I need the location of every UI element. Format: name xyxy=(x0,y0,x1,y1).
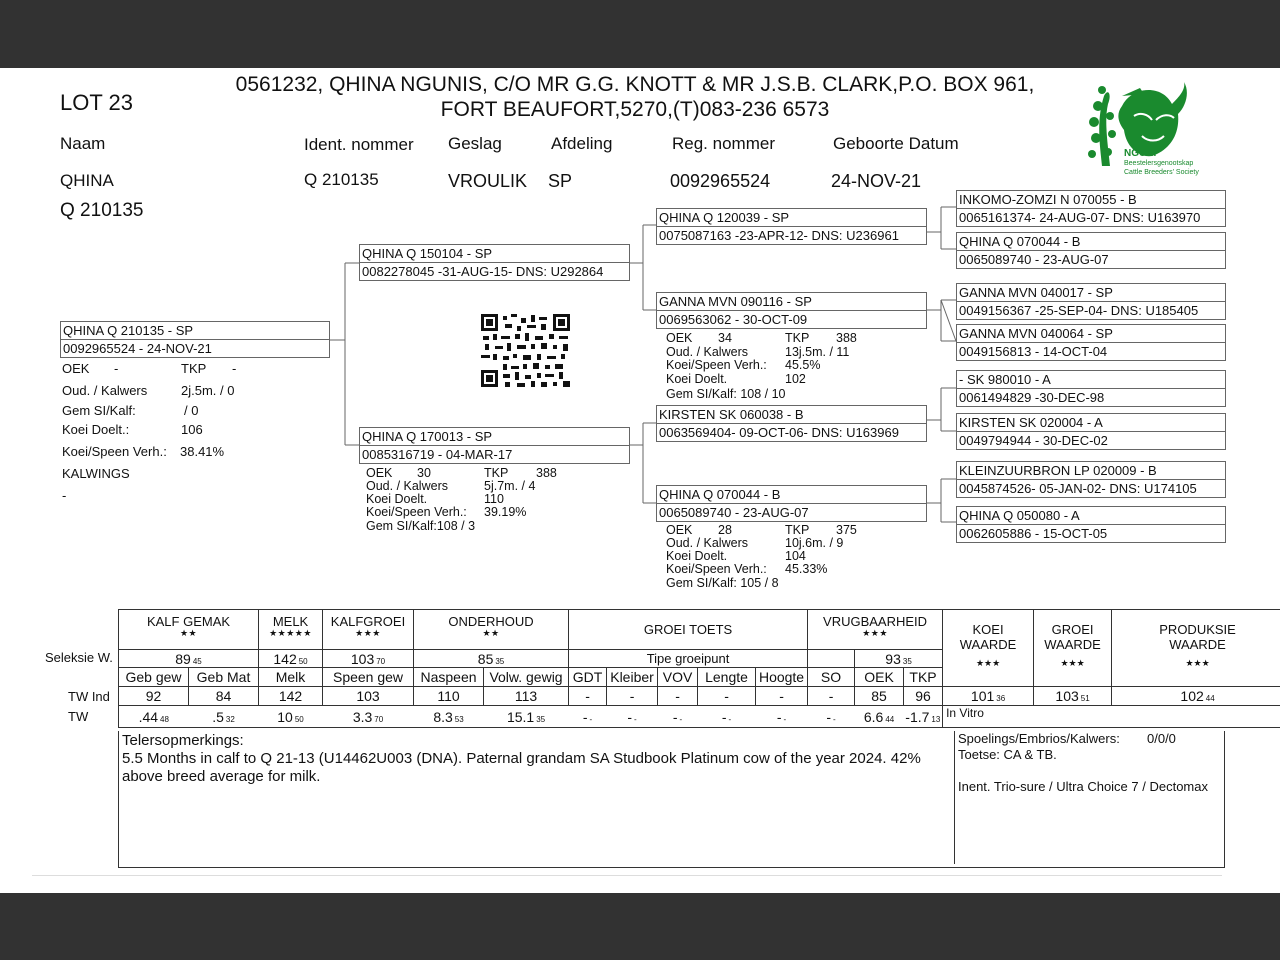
groei-waarde-tw-ind: 103 51 xyxy=(1034,687,1112,706)
sdd-line-1: GANNA MVN 040064 - SP xyxy=(957,325,1225,343)
dam-koei-label: Koei Doelt. xyxy=(366,492,428,506)
trait-header: OEK xyxy=(855,668,904,687)
tw-cell: - - xyxy=(658,706,698,728)
subject-box xyxy=(60,321,330,358)
koei-waarde-tw-ind: 101 36 xyxy=(943,687,1034,706)
produksie-waarde-stars: ★★★ xyxy=(1185,658,1210,668)
toetse: Toetse: CA & TB. xyxy=(958,747,1057,762)
dd-line-2: 0065089740 - 23-AUG-07 xyxy=(659,505,809,520)
spoelings-value: 0/0/0 xyxy=(1147,731,1176,746)
breeder-line-1: 0561232, QHINA NGUNIS, C/O MR G.G. KNOTT & MR J.S.B. CLARK,P.O. BOX 961, xyxy=(235,73,1035,96)
tw-cell: - - xyxy=(756,706,808,728)
trait-header: Melk xyxy=(259,668,323,687)
tw-cell: .44 48 xyxy=(119,706,189,728)
tw-ind-cell: - xyxy=(756,687,808,706)
subject-kalwings: - xyxy=(62,488,67,503)
subject-stats xyxy=(62,362,322,502)
trait-header: Speen gew xyxy=(323,668,414,687)
koei-waarde-stars: ★★★ xyxy=(975,658,1001,668)
dd-tkp: 375 xyxy=(836,523,857,537)
vrugbaarheid-label: VRUGBAARHEID xyxy=(823,614,928,629)
kalfgroei-label: KALFGROEI xyxy=(330,614,406,629)
naam-value: QHINA xyxy=(60,171,114,190)
dam-oek: 30 xyxy=(417,466,431,480)
dds-line-2: 0045874526- 05-JAN-02- DNS: U174105 xyxy=(959,481,1197,496)
dsd-line-1: KIRSTEN SK 020004 - A xyxy=(957,414,1225,432)
trait-header: Volw. gewig xyxy=(484,668,569,687)
groei-waarde-label-2: WAARDE xyxy=(1044,637,1101,652)
dam-gem: Gem SI/Kalf:108 / 3 xyxy=(366,519,476,533)
ddd-line-2: 0062605886 - 15-OCT-05 xyxy=(959,526,1108,541)
groei-waarde-label-1: GROEI xyxy=(1051,622,1094,637)
sd-koei: 102 xyxy=(785,372,806,386)
sdd-line-2: 0049156813 - 14-OCT-04 xyxy=(959,344,1108,359)
dam-oek-label: OEK xyxy=(366,466,393,480)
sd-speen: 45.5% xyxy=(785,358,821,372)
remarks-line-2: above breed average for milk. xyxy=(122,768,321,785)
sire-line-2: 0082278045 -31-AUG-15- DNS: U292864 xyxy=(362,264,604,279)
dd-line-1: QHINA Q 070044 - B xyxy=(657,486,926,504)
trait-header: GDT xyxy=(569,668,607,687)
tw-ind-cell: 85 xyxy=(855,687,904,706)
kalf-gemak-stars: ★★ xyxy=(179,628,198,638)
ddd-line-1: QHINA Q 050080 - A xyxy=(957,507,1225,525)
dam-line-2: 0085316719 - 04-MAR-17 xyxy=(362,447,513,462)
tw-ind-cell: 103 xyxy=(323,687,414,706)
row-label-seleksie: Seleksie W. xyxy=(45,650,113,665)
tw-ind-cell: - xyxy=(808,687,855,706)
subject-speen-label: Koei/Speen Verh.: xyxy=(62,444,167,459)
subject-tkp-label: TKP xyxy=(181,361,207,376)
spoelings-label: Spoelings/Embrios/Kalwers: xyxy=(958,731,1120,746)
logo-line-1: Beestelersgenootskap xyxy=(1124,160,1194,167)
tw-ind-cell: - xyxy=(658,687,698,706)
dd-oud: 10j.6m. / 9 xyxy=(785,536,844,550)
dd-speen: 45.33% xyxy=(785,562,828,576)
ssd-line-1: QHINA Q 070044 - B xyxy=(957,233,1225,251)
subject-oek-label: OEK xyxy=(62,361,90,376)
sd-stats xyxy=(666,332,926,402)
kalfgroei-header xyxy=(323,610,414,650)
dd-koei: 104 xyxy=(785,549,806,563)
dd-gem: Gem SI/Kalf: 105 / 8 xyxy=(666,576,779,590)
dss-line-2: 0061494829 -30-DEC-98 xyxy=(959,390,1105,405)
dd-oud-label: Oud. / Kalwers xyxy=(666,536,748,550)
tw-cell: 15.1 35 xyxy=(484,706,569,728)
naam-label: Naam xyxy=(60,134,106,153)
remarks-line-1: 5.5 Months in calf to Q 21-13 (U14462U003 (DNA). Paternal grandam SA Studbook Platinum cow of the year 2024. 42% xyxy=(122,750,921,767)
ds-line-1: KIRSTEN SK 060038 - B xyxy=(657,406,926,424)
subject-gem-label: Gem SI/Kalf: xyxy=(62,403,136,418)
tw-row xyxy=(119,706,1280,728)
ident-label: Ident. nommer xyxy=(304,135,414,154)
geboorte-value: 24-NOV-21 xyxy=(831,171,922,191)
reg-value: 0092965524 xyxy=(670,171,771,191)
tw-ind-cell: 142 xyxy=(259,687,323,706)
dam-speen: 39.19% xyxy=(484,505,527,519)
subject-gem: / 0 xyxy=(184,403,199,418)
vrugbaarheid-stars: ★★★ xyxy=(862,628,888,638)
onderhoud-header xyxy=(414,610,569,650)
tw-cell: .5 32 xyxy=(189,706,259,728)
ident-value: Q 210135 xyxy=(304,170,379,189)
dd-koei-label: Koei Doelt. xyxy=(666,549,728,563)
lot-number: LOT 23 xyxy=(60,90,133,115)
afdeling-label: Afdeling xyxy=(551,134,613,153)
trait-header: VOV xyxy=(658,668,698,687)
groei-waarde-stars: ★★★ xyxy=(1060,658,1085,668)
subject-koei: 106 xyxy=(181,422,203,437)
sire-box xyxy=(359,244,630,281)
produksie-waarde-header xyxy=(1112,610,1280,687)
tw-ind-row xyxy=(119,687,1280,706)
sire-line-1: QHINA Q 150104 - SP xyxy=(360,245,629,263)
tw-cell: 10 50 xyxy=(259,706,323,728)
geboorte-label: Geboorte Datum xyxy=(833,134,959,153)
vrugbaarheid-blank xyxy=(808,650,855,668)
sd-speen-label: Koei/Speen Verh.: xyxy=(666,358,767,372)
ssd-box xyxy=(956,232,1226,269)
tw-cell: -1.7 13 xyxy=(904,706,943,728)
sds-box xyxy=(956,283,1226,320)
subject-tkp: - xyxy=(232,361,237,376)
sds-line-1: GANNA MVN 040017 - SP xyxy=(957,284,1225,302)
row-label-tw: TW xyxy=(68,709,89,724)
logo-name: NGUNI xyxy=(1124,148,1157,159)
trait-header: Kleiber xyxy=(607,668,658,687)
groei-waarde-header xyxy=(1034,610,1112,687)
tipe-groeipunt: Tipe groeipunt xyxy=(569,650,808,668)
subject-line-2: 0092965524 - 24-NOV-21 xyxy=(63,341,212,356)
sd-oek-label: OEK xyxy=(666,331,693,345)
ssd-line-2: 0065089740 - 23-AUG-07 xyxy=(959,252,1109,267)
sss-line-2: 0065161374- 24-AUG-07- DNS: U163970 xyxy=(959,210,1201,225)
dam-stats xyxy=(366,467,626,537)
remarks xyxy=(122,732,921,786)
onderhoud-label: ONDERHOUD xyxy=(448,614,534,629)
sd-tkp-label: TKP xyxy=(785,331,810,345)
dds-line-1: KLEINZUURBRON LP 020009 - B xyxy=(957,462,1225,480)
subject-oud: 2j.5m. / 0 xyxy=(181,383,235,398)
ss-line-1: QHINA Q 120039 - SP xyxy=(657,209,926,227)
tw-ind-cell: - xyxy=(607,687,658,706)
footer-rule xyxy=(32,875,1222,876)
sd-line-2: 0069563062 - 30-OCT-09 xyxy=(659,312,808,327)
ident-big: Q 210135 xyxy=(60,200,144,221)
remarks-title: Telersopmerkings: xyxy=(122,732,244,749)
dd-tkp-label: TKP xyxy=(785,523,810,537)
sd-oek: 34 xyxy=(718,331,732,345)
trait-header: TKP xyxy=(904,668,943,687)
sd-oud-label: Oud. / Kalwers xyxy=(666,345,748,359)
subject-kalwings-label: KALWINGS xyxy=(62,466,130,481)
ds-box xyxy=(656,405,927,442)
sd-line-1: GANNA MVN 090116 - SP xyxy=(657,293,926,311)
groei-toets-header: GROEI TOETS xyxy=(569,610,808,650)
kalf-gemak-header xyxy=(119,610,259,650)
subject-line-1: QHINA Q 210135 - SP xyxy=(61,322,329,340)
ss-box xyxy=(656,208,927,245)
dam-line-1: QHINA Q 170013 - SP xyxy=(360,428,629,446)
dam-oud: 5j.7m. / 4 xyxy=(484,479,536,493)
produksie-waarde-tw-ind: 102 44 xyxy=(1112,687,1280,706)
tw-ind-cell: - xyxy=(569,687,607,706)
dd-oek-label: OEK xyxy=(666,523,693,537)
dsd-line-2: 0049794944 - 30-DEC-02 xyxy=(959,433,1108,448)
melk-header xyxy=(259,610,323,650)
tw-ind-cell: 96 xyxy=(904,687,943,706)
ds-line-2: 0063569404- 09-OCT-06- DNS: U163969 xyxy=(659,425,899,440)
geslag-value: VROULIK xyxy=(448,171,528,191)
afdeling-value: SP xyxy=(548,171,573,191)
row-label-tw-ind: TW Ind xyxy=(68,689,110,704)
tw-cell: 3.3 70 xyxy=(323,706,414,728)
tw-cell: - - xyxy=(698,706,756,728)
trait-header: Geb Mat xyxy=(189,668,259,687)
trait-header: Naspeen xyxy=(414,668,484,687)
dss-box xyxy=(956,370,1226,407)
dd-speen-label: Koei/Speen Verh.: xyxy=(666,562,767,576)
sd-tkp: 388 xyxy=(836,331,857,345)
sds-line-2: 0049156367 -25-SEP-04- DNS: U185405 xyxy=(959,303,1199,318)
ss-line-2: 0075087163 -23-APR-12- DNS: U236961 xyxy=(659,228,899,243)
reg-label: Reg. nommer xyxy=(672,134,775,153)
dam-koei: 110 xyxy=(484,492,504,506)
koei-waarde-header xyxy=(943,610,1034,687)
dds-box xyxy=(956,461,1226,498)
sd-oud: 13j.5m. / 11 xyxy=(785,345,850,359)
dd-box xyxy=(656,485,927,522)
sss-box xyxy=(956,190,1226,227)
in-vitro: In Vitro xyxy=(943,706,1280,728)
trait-header: SO xyxy=(808,668,855,687)
tw-ind-cell: 92 xyxy=(119,687,189,706)
qr-code-icon xyxy=(481,314,570,387)
tw-cell: - - xyxy=(569,706,607,728)
melk-label: MELK xyxy=(272,614,309,629)
dd-oek: 28 xyxy=(718,523,732,537)
kalfgroei-value: 103 70 xyxy=(323,650,414,668)
subject-oek: - xyxy=(114,361,119,376)
vrugbaarheid-value: 93 35 xyxy=(855,650,943,668)
dam-speen-label: Koei/Speen Verh.: xyxy=(366,505,467,519)
tw-cell: - - xyxy=(607,706,658,728)
sd-gem: Gem SI/Kalf: 108 / 10 xyxy=(666,387,786,401)
produksie-waarde-label-1: PRODUKSIE xyxy=(1159,622,1236,637)
dam-oud-label: Oud. / Kalwers xyxy=(366,479,448,493)
breeder-line-2: FORT BEAUFORT,5270,(T)083-236 6573 xyxy=(440,98,830,121)
melk-stars: ★★★★★ xyxy=(269,628,312,638)
tw-cell: 8.3 53 xyxy=(414,706,484,728)
sd-koei-label: Koei Doelt. xyxy=(666,372,728,386)
trait-header: Hoogte xyxy=(756,668,808,687)
sdd-box xyxy=(956,324,1226,361)
kalfgroei-stars: ★★★ xyxy=(355,628,381,638)
dss-line-1: - SK 980010 - A xyxy=(957,371,1225,389)
tw-ind-cell: 84 xyxy=(189,687,259,706)
subject-speen: 38.41% xyxy=(180,444,225,459)
koei-waarde-label-2: WAARDE xyxy=(959,637,1017,652)
tw-cell: 6.6 44 xyxy=(855,706,904,728)
remarks-divider xyxy=(954,731,955,864)
subject-oud-label: Oud. / Kalwers xyxy=(62,383,148,398)
trait-header: Geb gew xyxy=(119,668,189,687)
tw-ind-cell: 113 xyxy=(484,687,569,706)
ebv-table xyxy=(118,609,1280,728)
vrugbaarheid-header xyxy=(808,610,943,650)
dam-tkp: 388 xyxy=(536,466,557,480)
tw-ind-cell: - xyxy=(698,687,756,706)
sss-line-1: INKOMO-ZOMZI N 070055 - B xyxy=(957,191,1225,209)
sd-box xyxy=(656,292,927,329)
ddd-box xyxy=(956,506,1226,543)
dam-tkp-label: TKP xyxy=(484,466,509,480)
trait-header: Lengte xyxy=(698,668,756,687)
kalf-gemak-label: KALF GEMAK xyxy=(146,614,231,629)
dsd-box xyxy=(956,413,1226,450)
tw-ind-cell: 110 xyxy=(414,687,484,706)
dd-stats xyxy=(666,524,926,594)
produksie-waarde-label-2: WAARDE xyxy=(1169,637,1226,652)
inent: Inent. Trio-sure / Ultra Choice 7 / Dectomax xyxy=(958,779,1208,794)
onderhoud-value: 85 35 xyxy=(414,650,569,668)
dam-box xyxy=(359,427,630,464)
koei-waarde-label-1: KOEI xyxy=(972,622,1004,637)
subject-koei-label: Koei Doelt.: xyxy=(62,422,130,437)
melk-value: 142 50 xyxy=(259,650,323,668)
onderhoud-stars: ★★ xyxy=(482,628,500,638)
tw-cell: - - xyxy=(808,706,855,728)
geslag-label: Geslag xyxy=(448,134,502,153)
logo-line-2: Cattle Breeders' Society xyxy=(1124,169,1199,176)
kalf-gemak-value: 89 45 xyxy=(119,650,259,668)
